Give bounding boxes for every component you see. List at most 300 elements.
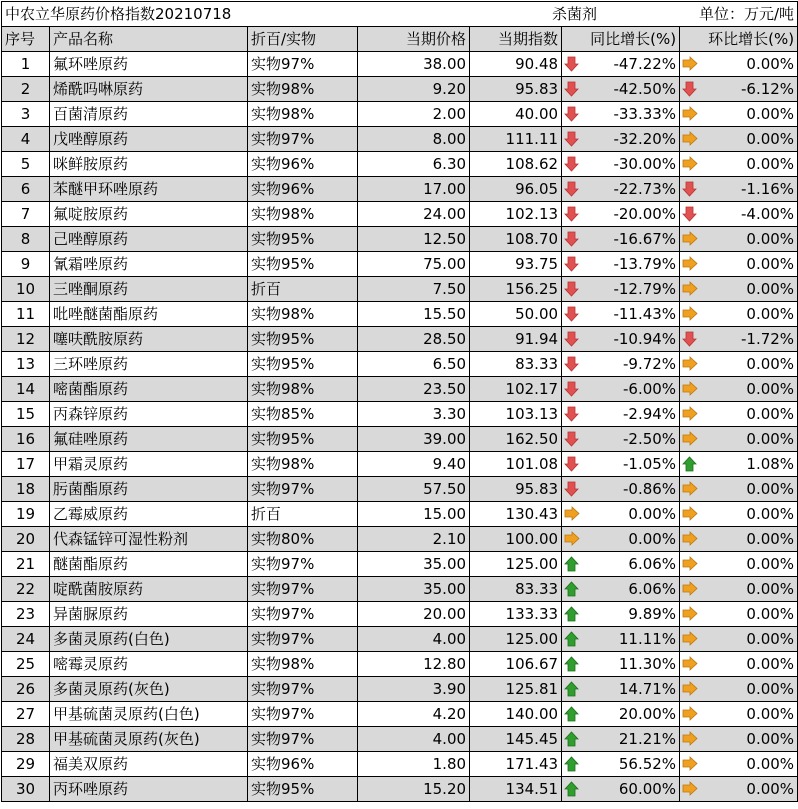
mom-change-value: 0.00% [746, 230, 795, 248]
price-index-table [1, 1, 798, 802]
mom-change-value: 0.00% [746, 755, 795, 773]
arrow-down-icon [682, 77, 698, 101]
col-header-price: 当期价格 [358, 27, 470, 52]
product-name: 三环唑原药 [50, 352, 248, 377]
current-price: 20.00 [358, 602, 470, 627]
product-name: 多菌灵原药(灰色) [50, 677, 248, 702]
table-row [2, 402, 798, 427]
product-spec: 实物97% [248, 127, 358, 152]
arrow-right-icon [682, 152, 698, 176]
mom-change-value: 0.00% [746, 480, 795, 498]
mom-change-cell [680, 552, 798, 577]
col-header-no: 序号 [2, 27, 50, 52]
mom-change-cell [680, 427, 798, 452]
arrow-down-icon [564, 352, 580, 376]
row-no: 2 [2, 77, 50, 102]
arrow-right-icon [682, 727, 698, 751]
mom-change-cell [680, 327, 798, 352]
row-no: 14 [2, 377, 50, 402]
table-row [2, 702, 798, 727]
yoy-change-cell [562, 427, 680, 452]
yoy-change-cell [562, 502, 680, 527]
current-index: 130.43 [470, 502, 562, 527]
arrow-right-icon [682, 52, 698, 76]
table-row [2, 452, 798, 477]
yoy-change-cell [562, 252, 680, 277]
table-row [2, 527, 798, 552]
row-no: 5 [2, 152, 50, 177]
arrow-right-icon [682, 127, 698, 151]
table-row [2, 252, 798, 277]
current-index: 125.81 [470, 677, 562, 702]
mom-change-cell [680, 527, 798, 552]
product-spec: 实物95% [248, 227, 358, 252]
row-no: 7 [2, 202, 50, 227]
arrow-right-icon [682, 227, 698, 251]
arrow-right-icon [682, 402, 698, 426]
yoy-change-value: -16.67% [613, 230, 677, 248]
arrow-up-icon [564, 727, 580, 751]
current-price: 35.00 [358, 552, 470, 577]
yoy-change-cell [562, 777, 680, 802]
mom-change-value: 0.00% [746, 605, 795, 623]
arrow-right-icon [682, 602, 698, 626]
product-spec: 折百 [248, 277, 358, 302]
arrow-down-icon [564, 52, 580, 76]
yoy-change-value: -0.86% [622, 480, 677, 498]
table-row [2, 677, 798, 702]
yoy-change-value: 11.11% [618, 630, 677, 648]
current-index: 93.75 [470, 252, 562, 277]
table-row [2, 227, 798, 252]
table-row [2, 52, 798, 77]
arrow-down-icon [564, 152, 580, 176]
row-no: 12 [2, 327, 50, 352]
arrow-right-icon [682, 252, 698, 276]
row-no: 17 [2, 452, 50, 477]
product-spec: 实物96% [248, 177, 358, 202]
mom-change-cell [680, 677, 798, 702]
product-spec: 实物97% [248, 477, 358, 502]
arrow-right-icon [682, 627, 698, 651]
mom-change-cell [680, 77, 798, 102]
yoy-change-cell [562, 727, 680, 752]
current-price: 12.80 [358, 652, 470, 677]
arrow-down-icon [682, 202, 698, 226]
product-spec: 实物97% [248, 677, 358, 702]
yoy-change-value: -9.72% [622, 355, 677, 373]
product-name: 甲基硫菌灵原药(白色) [50, 702, 248, 727]
mom-change-cell [680, 52, 798, 77]
mom-change-value: 0.00% [746, 630, 795, 648]
yoy-change-cell [562, 152, 680, 177]
current-index: 134.51 [470, 777, 562, 802]
title-row [2, 2, 798, 27]
mom-change-cell [680, 452, 798, 477]
mom-change-cell [680, 377, 798, 402]
current-price: 38.00 [358, 52, 470, 77]
mom-change-cell [680, 502, 798, 527]
current-price: 24.00 [358, 202, 470, 227]
product-name: 异菌脲原药 [50, 602, 248, 627]
current-index: 102.17 [470, 377, 562, 402]
product-spec: 实物95% [248, 777, 358, 802]
product-spec: 实物95% [248, 427, 358, 452]
yoy-change-cell [562, 227, 680, 252]
product-name: 氰霜唑原药 [50, 252, 248, 277]
arrow-up-icon [564, 702, 580, 726]
sheet-title: 中农立华原药价格指数20210718 [2, 2, 470, 27]
yoy-change-value: 20.00% [618, 705, 677, 723]
current-price: 4.00 [358, 627, 470, 652]
product-spec: 实物97% [248, 552, 358, 577]
mom-change-cell [680, 477, 798, 502]
arrow-right-icon [682, 652, 698, 676]
yoy-change-value: 21.21% [618, 730, 677, 748]
current-index: 91.94 [470, 327, 562, 352]
mom-change-cell [680, 177, 798, 202]
mom-change-value: 0.00% [746, 780, 795, 798]
yoy-change-cell [562, 177, 680, 202]
current-price: 4.20 [358, 702, 470, 727]
table-row [2, 427, 798, 452]
current-index: 125.00 [470, 627, 562, 652]
yoy-change-cell [562, 552, 680, 577]
arrow-right-icon [682, 277, 698, 301]
current-price: 1.80 [358, 752, 470, 777]
mom-change-value: 0.00% [746, 405, 795, 423]
row-no: 19 [2, 502, 50, 527]
mom-change-value: 0.00% [746, 705, 795, 723]
table-row [2, 652, 798, 677]
product-spec: 实物97% [248, 727, 358, 752]
product-name: 福美双原药 [50, 752, 248, 777]
product-spec: 实物98% [248, 77, 358, 102]
row-no: 24 [2, 627, 50, 652]
yoy-change-cell [562, 277, 680, 302]
yoy-change-value: -2.94% [622, 405, 677, 423]
arrow-right-icon [682, 577, 698, 601]
product-spec: 实物85% [248, 402, 358, 427]
mom-change-value: 0.00% [746, 155, 795, 173]
yoy-change-cell [562, 102, 680, 127]
mom-change-value: 0.00% [746, 105, 795, 123]
product-name: 百菌清原药 [50, 102, 248, 127]
mom-change-cell [680, 127, 798, 152]
current-price: 75.00 [358, 252, 470, 277]
row-no: 1 [2, 52, 50, 77]
product-spec: 折百 [248, 502, 358, 527]
product-spec: 实物97% [248, 627, 358, 652]
row-no: 23 [2, 602, 50, 627]
table-row [2, 202, 798, 227]
yoy-change-cell [562, 202, 680, 227]
product-name: 苯醚甲环唑原药 [50, 177, 248, 202]
yoy-change-value: -13.79% [613, 255, 677, 273]
product-name: 啶酰菌胺原药 [50, 577, 248, 602]
mom-change-cell [680, 752, 798, 777]
yoy-change-value: -2.50% [622, 430, 677, 448]
arrow-up-icon [564, 577, 580, 601]
col-header-mom: 环比增长(%) [680, 27, 798, 52]
product-name: 戊唑醇原药 [50, 127, 248, 152]
mom-change-cell [680, 777, 798, 802]
row-no: 29 [2, 752, 50, 777]
product-name: 代森锰锌可湿性粉剂 [50, 527, 248, 552]
arrow-down-icon [564, 102, 580, 126]
product-name: 氟硅唑原药 [50, 427, 248, 452]
yoy-change-cell [562, 52, 680, 77]
arrow-down-icon [564, 427, 580, 451]
arrow-right-icon [682, 752, 698, 776]
current-index: 140.00 [470, 702, 562, 727]
mom-change-cell [680, 102, 798, 127]
arrow-right-icon [564, 502, 580, 526]
current-index: 100.00 [470, 527, 562, 552]
current-index: 156.25 [470, 277, 562, 302]
product-spec: 实物95% [248, 352, 358, 377]
arrow-up-icon [564, 677, 580, 701]
mom-change-value: 0.00% [746, 430, 795, 448]
arrow-right-icon [682, 102, 698, 126]
mom-change-cell [680, 352, 798, 377]
arrow-down-icon [682, 327, 698, 351]
current-price: 3.90 [358, 677, 470, 702]
arrow-down-icon [564, 127, 580, 151]
yoy-change-cell [562, 652, 680, 677]
arrow-right-icon [682, 777, 698, 801]
row-no: 4 [2, 127, 50, 152]
mom-change-value: 0.00% [746, 255, 795, 273]
unit-label: 单位：万元/吨 [680, 2, 798, 27]
arrow-right-icon [682, 677, 698, 701]
row-no: 11 [2, 302, 50, 327]
current-price: 4.00 [358, 727, 470, 752]
arrow-down-icon [564, 177, 580, 201]
arrow-right-icon [682, 352, 698, 376]
yoy-change-value: -33.33% [613, 105, 677, 123]
mom-change-cell [680, 577, 798, 602]
current-price: 57.50 [358, 477, 470, 502]
mom-change-value: 0.00% [746, 280, 795, 298]
current-index: 40.00 [470, 102, 562, 127]
current-price: 23.50 [358, 377, 470, 402]
yoy-change-value: 6.06% [628, 580, 677, 598]
mom-change-value: -1.16% [740, 180, 795, 198]
arrow-down-icon [564, 327, 580, 351]
current-price: 9.40 [358, 452, 470, 477]
mom-change-value: 0.00% [746, 380, 795, 398]
arrow-right-icon [682, 477, 698, 501]
current-index: 108.62 [470, 152, 562, 177]
product-name: 嘧霉灵原药 [50, 652, 248, 677]
current-index: 133.33 [470, 602, 562, 627]
arrow-down-icon [564, 302, 580, 326]
arrow-right-icon [564, 527, 580, 551]
arrow-right-icon [682, 552, 698, 576]
mom-change-cell [680, 727, 798, 752]
mom-change-value: -6.12% [740, 80, 795, 98]
mom-change-cell [680, 252, 798, 277]
product-spec: 实物80% [248, 527, 358, 552]
current-price: 8.00 [358, 127, 470, 152]
row-no: 16 [2, 427, 50, 452]
product-spec: 实物95% [248, 327, 358, 352]
arrow-down-icon [564, 252, 580, 276]
yoy-change-value: 56.52% [618, 755, 677, 773]
yoy-change-cell [562, 127, 680, 152]
current-index: 101.08 [470, 452, 562, 477]
yoy-change-cell [562, 752, 680, 777]
yoy-change-value: -10.94% [613, 330, 677, 348]
yoy-change-value: -12.79% [613, 280, 677, 298]
yoy-change-cell [562, 602, 680, 627]
table-row [2, 377, 798, 402]
row-no: 10 [2, 277, 50, 302]
product-name: 氟环唑原药 [50, 52, 248, 77]
product-spec: 实物98% [248, 652, 358, 677]
yoy-change-cell [562, 402, 680, 427]
arrow-up-icon [564, 552, 580, 576]
yoy-change-value: 60.00% [618, 780, 677, 798]
current-index: 96.05 [470, 177, 562, 202]
product-name: 嘧菌酯原药 [50, 377, 248, 402]
mom-change-value: 0.00% [746, 580, 795, 598]
arrow-down-icon [564, 277, 580, 301]
row-no: 21 [2, 552, 50, 577]
mom-change-value: 0.00% [746, 730, 795, 748]
yoy-change-cell [562, 77, 680, 102]
table-row [2, 302, 798, 327]
mom-change-cell [680, 152, 798, 177]
yoy-change-value: 0.00% [628, 505, 677, 523]
yoy-change-value: -1.05% [622, 455, 677, 473]
row-no: 8 [2, 227, 50, 252]
product-spec: 实物97% [248, 52, 358, 77]
arrow-down-icon [564, 452, 580, 476]
mom-change-value: 0.00% [746, 555, 795, 573]
col-header-spec: 折百/实物 [248, 27, 358, 52]
mom-change-cell [680, 652, 798, 677]
mom-change-value: 1.08% [746, 455, 795, 473]
current-index: 50.00 [470, 302, 562, 327]
yoy-change-cell [562, 327, 680, 352]
arrow-up-icon [564, 777, 580, 801]
current-index: 95.83 [470, 77, 562, 102]
product-name: 甲霜灵原药 [50, 452, 248, 477]
table-row [2, 502, 798, 527]
col-header-name: 产品名称 [50, 27, 248, 52]
product-spec: 实物98% [248, 102, 358, 127]
current-index: 102.13 [470, 202, 562, 227]
arrow-right-icon [682, 377, 698, 401]
product-spec: 实物98% [248, 302, 358, 327]
product-name: 肟菌酯原药 [50, 477, 248, 502]
current-price: 2.00 [358, 102, 470, 127]
mom-change-value: 0.00% [746, 305, 795, 323]
product-name: 丙森锌原药 [50, 402, 248, 427]
mom-change-value: 0.00% [746, 505, 795, 523]
yoy-change-value: 9.89% [628, 605, 677, 623]
product-spec: 实物96% [248, 152, 358, 177]
current-price: 9.20 [358, 77, 470, 102]
current-index: 145.45 [470, 727, 562, 752]
mom-change-value: 0.00% [746, 55, 795, 73]
mom-change-value: 0.00% [746, 655, 795, 673]
product-name: 己唑醇原药 [50, 227, 248, 252]
mom-change-value: 0.00% [746, 530, 795, 548]
arrow-up-icon [564, 627, 580, 651]
table-row [2, 777, 798, 802]
current-index: 83.33 [470, 352, 562, 377]
table-row [2, 352, 798, 377]
product-name: 甲基硫菌灵原药(灰色) [50, 727, 248, 752]
yoy-change-value: -6.00% [622, 380, 677, 398]
mom-change-value: -4.00% [740, 205, 795, 223]
product-spec: 实物97% [248, 702, 358, 727]
current-index: 90.48 [470, 52, 562, 77]
arrow-down-icon [564, 202, 580, 226]
product-name: 醚菌酯原药 [50, 552, 248, 577]
yoy-change-value: -47.22% [613, 55, 677, 73]
product-name: 吡唑醚菌酯原药 [50, 302, 248, 327]
row-no: 18 [2, 477, 50, 502]
yoy-change-cell [562, 627, 680, 652]
product-name: 丙环唑原药 [50, 777, 248, 802]
col-header-index: 当期指数 [470, 27, 562, 52]
current-price: 15.00 [358, 502, 470, 527]
row-no: 27 [2, 702, 50, 727]
current-price: 6.50 [358, 352, 470, 377]
product-spec: 实物95% [248, 252, 358, 277]
row-no: 3 [2, 102, 50, 127]
mom-change-value: -1.72% [740, 330, 795, 348]
yoy-change-value: 11.30% [618, 655, 677, 673]
row-no: 6 [2, 177, 50, 202]
mom-change-cell [680, 202, 798, 227]
arrow-up-icon [682, 452, 698, 476]
current-index: 95.83 [470, 477, 562, 502]
current-index: 111.11 [470, 127, 562, 152]
row-no: 30 [2, 777, 50, 802]
yoy-change-value: -11.43% [613, 305, 677, 323]
mom-change-value: 0.00% [746, 680, 795, 698]
mom-change-value: 0.00% [746, 355, 795, 373]
yoy-change-cell [562, 527, 680, 552]
arrow-right-icon [682, 302, 698, 326]
yoy-change-value: 0.00% [628, 530, 677, 548]
current-price: 28.50 [358, 327, 470, 352]
current-price: 3.30 [358, 402, 470, 427]
table-row [2, 277, 798, 302]
product-spec: 实物96% [248, 752, 358, 777]
yoy-change-value: -30.00% [613, 155, 677, 173]
current-price: 12.50 [358, 227, 470, 252]
table-row [2, 152, 798, 177]
current-index: 106.67 [470, 652, 562, 677]
col-header-yoy: 同比增长(%) [562, 27, 680, 52]
current-index: 171.43 [470, 752, 562, 777]
mom-change-cell [680, 302, 798, 327]
arrow-right-icon [682, 502, 698, 526]
mom-change-cell [680, 227, 798, 252]
yoy-change-value: 14.71% [618, 680, 677, 698]
product-name: 多菌灵原药(白色) [50, 627, 248, 652]
arrow-down-icon [564, 77, 580, 101]
current-index: 162.50 [470, 427, 562, 452]
current-price: 6.30 [358, 152, 470, 177]
mom-change-cell [680, 402, 798, 427]
